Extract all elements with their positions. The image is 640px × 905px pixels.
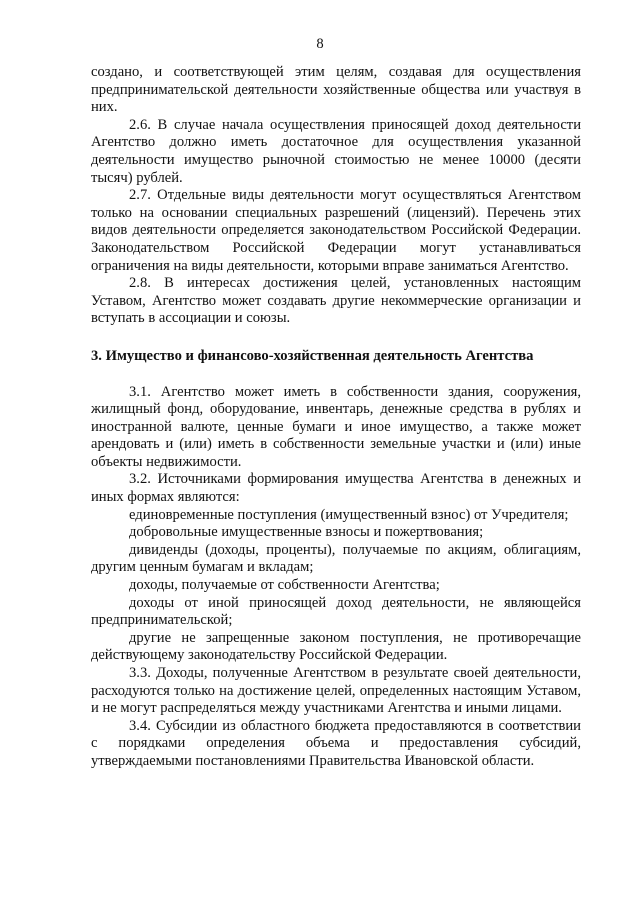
page-number: 8 [316,36,324,52]
clause-3-3: 3.3. Доходы, полученные Агентством в результате своей деятельности, расходуются только на достижение целей, определенных настоящим Уставом, и не могут распределяться между участниками Агентства и иными лицами. [91,665,581,717]
section-2-continuation: создано, и соответствующей этим целям, создавая для осуществления предпринимательской деятельности хозяйственные общества или участвуя в них. [91,64,581,116]
list-item-contribution: единовременные поступления (имущественный взнос) от Учредителя; [129,506,569,523]
list-item-other-activity-income: доходы от иной приносящей доход деятельности, не являющейся предпринимательской; [91,594,581,629]
document-body [91,64,581,771]
clause-2-8: 2.8. В интересах достижения целей, установленных настоящим Уставом, Агентство может создавать другие некоммерческие организации и вступать в ассоциации и союзы. [91,275,581,327]
list-item-donations: добровольные имущественные взносы и пожертвования; [129,524,484,541]
list-item-dividends: дивиденды (доходы, проценты), получаемые по акциям, облигациям, другим ценным бумагам и вкладам; [91,541,581,576]
clause-3-1: 3.1. Агентство может иметь в собственности здания, сооружения, жилищный фонд, оборудование, инвентарь, денежные средства в рублях и иностранной валюте, ценные бумаги и иное имущество, а также может арендовать и (или) иметь в собственности земельные участки и (или) иные объекты недвижимости. [91,383,581,470]
list-item-other-receipts: другие не запрещенные законом поступления, не противоречащие действующему законодательству Российской Федерации. [91,629,581,664]
section-3-heading: 3. Имущество и финансово-хозяйственная деятельность Агентства [91,347,534,364]
list-item-property-income: доходы, получаемые от собственности Агентства; [129,577,440,594]
clause-2-7: 2.7. Отдельные виды деятельности могут осуществляться Агентством только на основании специальных разрешений (лицензий). Перечень этих видов деятельности определяется законодательством Российской Федерации. Законодательством Российской Федерации могут устанавливаться ограничения на виды деятельности, которыми вправе заниматься Агентство. [91,187,581,274]
clause-3-2: 3.2. Источниками формирования имущества Агентства в денежных и иных формах являются: [91,471,581,506]
clause-2-6: 2.6. В случае начала осуществления приносящей доход деятельности Агентство должно иметь достаточное для осуществления указанной деятельности имущество рыночной стоимостью не менее 10000 (десяти тысяч) рублей. [91,116,581,186]
clause-3-4: 3.4. Субсидии из областного бюджета предоставляются в соответствии с порядками определения объема и предоставления субсидий, утверждаемыми постановлениями Правительства Ивановской области. [91,717,581,769]
